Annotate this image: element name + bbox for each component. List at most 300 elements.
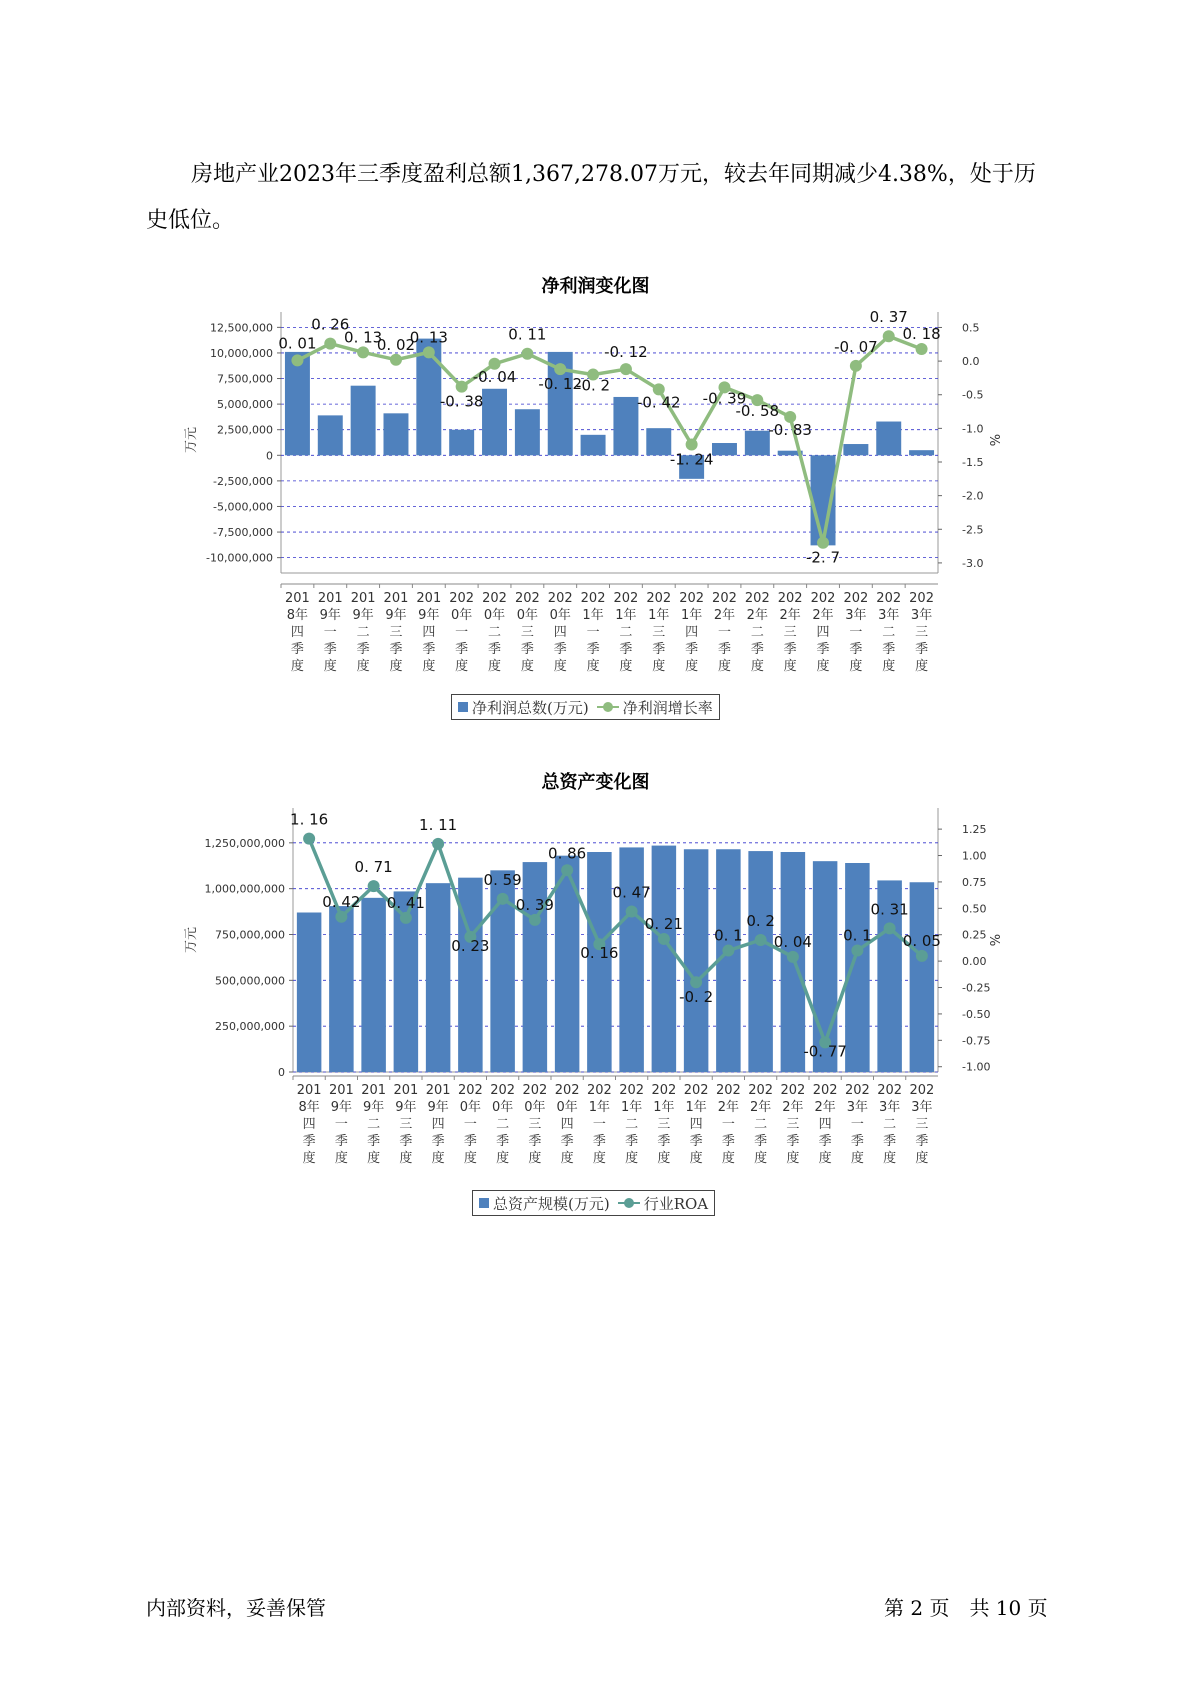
bar [285, 352, 310, 455]
category-label: 二 [625, 1117, 639, 1132]
category-label: 8年 [298, 1100, 320, 1115]
category-label: 2年 [814, 1100, 836, 1115]
category-label: 四 [422, 625, 436, 640]
category-label: 度 [818, 1151, 832, 1166]
category-label: 202 [909, 1083, 935, 1098]
footer-right: 第 2 页 共 10 页 [884, 1596, 1048, 1620]
category-label: 度 [883, 1151, 897, 1166]
category-label: 二 [882, 625, 896, 640]
category-label: 202 [522, 1083, 548, 1098]
category-label: 季 [882, 642, 896, 657]
category-label: 三 [915, 1117, 929, 1132]
category-label: 季 [721, 1134, 735, 1149]
data-label: 0. 04 [773, 932, 812, 951]
bar [297, 913, 322, 1073]
category-label: 202 [619, 1083, 645, 1098]
category-label: 季 [816, 642, 830, 657]
category-label: 202 [810, 591, 836, 606]
category-label: 201 [350, 591, 376, 606]
data-label: 0. 13 [409, 328, 448, 347]
category-label: 季 [455, 642, 469, 657]
category-label: 三 [783, 625, 797, 640]
category-label: 季 [717, 642, 731, 657]
bar [613, 397, 638, 455]
line-point [456, 381, 468, 393]
category-label: 202 [586, 1083, 612, 1098]
left-axis-title: 万元 [184, 426, 199, 454]
category-label: 度 [302, 1151, 316, 1166]
data-label: 0. 16 [580, 944, 619, 963]
category-label: 二 [754, 1117, 768, 1132]
category-label: 9年 [418, 608, 440, 623]
bar [523, 862, 548, 1072]
right-tick-label: 0.75 [962, 875, 987, 889]
line-point [303, 833, 315, 845]
category-label: 度 [496, 1151, 510, 1166]
category-label: 度 [553, 659, 567, 674]
category-label: 8年 [286, 608, 309, 623]
category-label: 季 [586, 642, 600, 657]
category-label: 一 [463, 1117, 477, 1132]
category-label: 202 [547, 591, 573, 606]
category-label: 202 [580, 591, 606, 606]
category-label: 度 [850, 1151, 864, 1166]
category-label: 三 [399, 1117, 413, 1132]
line-point [497, 893, 509, 905]
category-label: 二 [496, 1117, 510, 1132]
chart2-title: 总资产变化图 [541, 772, 650, 793]
chart2-legend-bar-label: 总资产规模(万元) [493, 1194, 610, 1213]
category-label: 202 [844, 1083, 870, 1098]
category-label: 3年 [911, 1100, 933, 1115]
data-label: -1. 24 [669, 450, 714, 469]
category-label: 度 [488, 659, 502, 674]
category-label: 3年 [878, 1100, 901, 1115]
category-label: 1年 [680, 608, 703, 623]
category-label: 季 [619, 642, 633, 657]
data-label: 0. 11 [508, 325, 547, 344]
category-label: 度 [290, 659, 304, 674]
category-label: 季 [334, 1134, 348, 1149]
bar [652, 846, 677, 1072]
category-label: 0年 [549, 608, 571, 623]
category-label: 季 [553, 642, 567, 657]
bar [383, 413, 408, 455]
line-point [817, 537, 829, 549]
category-label: 度 [619, 659, 633, 674]
line-point [851, 945, 863, 957]
category-label: 度 [685, 659, 699, 674]
line-point [390, 354, 402, 366]
category-label: 二 [356, 625, 370, 640]
category-label: 一 [455, 625, 469, 640]
category-label: 3年 [845, 608, 867, 623]
data-label: -0. 2 [679, 988, 714, 1007]
category-label: 2年 [749, 1100, 772, 1115]
line-point [883, 330, 895, 342]
left-tick-label: 250,000,000 [215, 1020, 285, 1034]
category-label: 季 [915, 642, 929, 657]
category-label: 三 [389, 625, 403, 640]
line-point [620, 363, 632, 375]
category-label: 1年 [615, 608, 637, 623]
category-label: 季 [399, 1134, 413, 1149]
data-label: 0. 71 [354, 858, 393, 877]
category-label: 1年 [620, 1100, 643, 1115]
data-label: -0. 12 [538, 375, 583, 394]
category-label: 度 [882, 659, 896, 674]
left-tick-label: 1,250,000,000 [204, 836, 285, 850]
data-label: 0. 18 [902, 324, 941, 343]
left-tick-label: 7,500,000 [217, 372, 273, 386]
chart1-legend-line [597, 697, 713, 718]
data-label: 0. 42 [322, 892, 361, 911]
category-label: 三 [657, 1117, 671, 1132]
category-label: 202 [777, 591, 803, 606]
category-label: 季 [367, 1134, 381, 1149]
left-tick-label: 12,500,000 [210, 321, 273, 335]
right-tick-label: 0.00 [962, 955, 987, 969]
category-label: 201 [425, 1083, 451, 1098]
category-label: 0年 [491, 1100, 514, 1115]
category-label: 一 [586, 625, 600, 640]
category-label: 度 [323, 659, 337, 674]
category-label: 季 [685, 642, 699, 657]
category-label: 202 [449, 591, 475, 606]
left-tick-label: -5,000,000 [213, 500, 273, 514]
category-label: 202 [843, 591, 869, 606]
right-tick-label: 1.25 [962, 823, 987, 837]
category-label: 9年 [330, 1100, 353, 1115]
category-label: 季 [783, 642, 797, 657]
category-label: 度 [816, 659, 830, 674]
category-label: 季 [689, 1134, 703, 1149]
right-tick-label: 0.0 [962, 355, 980, 369]
right-tick-label: -1.0 [962, 422, 984, 436]
category-label: 四 [560, 1117, 574, 1132]
left-tick-label: -2,500,000 [213, 474, 273, 488]
line-point [690, 976, 702, 988]
bar [845, 863, 870, 1072]
category-label: 201 [361, 1083, 387, 1098]
category-label: 季 [323, 642, 337, 657]
category-label: 季 [422, 642, 436, 657]
category-label: 202 [482, 591, 507, 606]
category-label: 202 [877, 1083, 903, 1098]
category-label: 四 [818, 1117, 832, 1132]
category-label: 3年 [846, 1100, 869, 1115]
category-label: 202 [909, 591, 934, 606]
left-tick-label: 0 [266, 449, 273, 463]
line-point [357, 346, 369, 358]
bar-swatch-icon [458, 702, 468, 712]
category-label: 202 [715, 1083, 741, 1098]
bar [619, 847, 644, 1072]
category-label: 0年 [451, 608, 473, 623]
category-label: 季 [560, 1134, 574, 1149]
category-label: 季 [786, 1134, 800, 1149]
bar [318, 415, 343, 455]
data-label: 0. 02 [376, 335, 416, 354]
data-label: -0. 83 [768, 420, 812, 439]
line-swatch-icon [597, 706, 619, 708]
category-label: 201 [317, 591, 343, 606]
bar [748, 851, 773, 1072]
data-label: 1. 11 [419, 815, 458, 834]
line-point [324, 338, 336, 350]
category-label: 季 [528, 1134, 542, 1149]
category-label: 度 [463, 1151, 477, 1166]
line-point [529, 914, 541, 926]
line-point [335, 911, 347, 923]
category-label: 201 [383, 591, 409, 606]
category-label: 2年 [782, 1100, 804, 1115]
category-label: 度 [786, 1151, 800, 1166]
category-label: 二 [619, 625, 633, 640]
line-point [658, 933, 670, 945]
chart1-title: 净利润变化图 [541, 276, 650, 297]
category-label: 季 [463, 1134, 477, 1149]
category-label: 度 [592, 1151, 606, 1166]
category-label: 度 [560, 1151, 574, 1166]
category-label: 201 [285, 591, 310, 606]
data-label: 0. 23 [451, 936, 490, 955]
category-label: 1年 [653, 1100, 675, 1115]
line-point [916, 343, 928, 355]
data-label: 0. 37 [869, 308, 908, 327]
category-label: 度 [657, 1151, 671, 1166]
category-label: 三 [652, 625, 666, 640]
category-label: 0年 [516, 608, 539, 623]
category-label: 202 [679, 591, 705, 606]
chart1-legend-bar-label: 净利润总数(万元) [472, 698, 589, 717]
category-label: 三 [915, 625, 929, 640]
category-label: 2年 [713, 608, 736, 623]
category-label: 度 [915, 1151, 929, 1166]
right-tick-label: 0.50 [962, 902, 987, 916]
line-swatch-icon [618, 1202, 640, 1204]
category-label: 四 [816, 625, 830, 640]
category-label: 季 [488, 642, 502, 657]
line-point [916, 950, 928, 962]
category-label: 度 [389, 659, 403, 674]
bar [843, 444, 868, 455]
right-tick-label: 0.5 [962, 321, 980, 335]
category-label: 度 [625, 1151, 639, 1166]
bar [745, 431, 770, 456]
category-label: 度 [915, 659, 929, 674]
line-point [368, 880, 380, 892]
category-label: 季 [652, 642, 666, 657]
data-label: -0. 04 [472, 367, 517, 386]
category-label: 二 [488, 625, 502, 640]
category-label: 季 [915, 1134, 929, 1149]
bar [646, 428, 671, 455]
category-label: 2年 [779, 608, 801, 623]
category-label: 3年 [878, 608, 900, 623]
category-label: 度 [422, 659, 436, 674]
bar [426, 883, 451, 1072]
data-label: 0. 39 [515, 895, 554, 914]
category-label: 度 [717, 659, 731, 674]
data-label: 0. 26 [311, 315, 350, 334]
category-label: 季 [290, 642, 304, 657]
data-label: -0. 2 [576, 376, 611, 395]
right-tick-label: -0.25 [962, 981, 991, 995]
category-label: 季 [302, 1134, 316, 1149]
category-label: 度 [334, 1151, 348, 1166]
category-label: 202 [748, 1083, 774, 1098]
bar [482, 389, 507, 456]
bar [361, 898, 386, 1072]
data-label: -0. 12 [604, 343, 648, 362]
category-label: 季 [883, 1134, 897, 1149]
bar [351, 386, 376, 456]
category-label: 9年 [362, 1100, 385, 1115]
right-tick-label: -3.0 [962, 556, 984, 570]
category-label: 9年 [319, 608, 341, 623]
category-label: 三 [786, 1117, 800, 1132]
category-label: 202 [514, 591, 540, 606]
category-label: 四 [302, 1117, 316, 1132]
category-label: 0年 [459, 1100, 482, 1115]
bar [910, 882, 935, 1072]
category-label: 度 [783, 659, 797, 674]
category-label: 2年 [717, 1100, 740, 1115]
category-label: 季 [849, 642, 863, 657]
data-label: 0. 86 [548, 844, 587, 863]
net-profit-chart [0, 300, 1191, 740]
category-label: 三 [528, 1117, 542, 1132]
data-label: 0. 21 [644, 914, 683, 933]
category-label: 3年 [910, 608, 933, 623]
category-label: 0年 [556, 1100, 578, 1115]
line-point [626, 905, 638, 917]
total-assets-chart [0, 800, 1191, 1240]
category-label: 202 [780, 1083, 806, 1098]
right-tick-label: 0.25 [962, 928, 987, 942]
category-label: 季 [625, 1134, 639, 1149]
line-point [722, 945, 734, 957]
data-label: -0. 07 [834, 337, 878, 356]
chart2-legend-line-label: 行业ROA [643, 1194, 709, 1213]
category-label: 1年 [685, 1100, 707, 1115]
right-axis-title: % [989, 433, 1004, 447]
category-label: 201 [328, 1083, 354, 1098]
chart1-legend [451, 694, 720, 720]
right-tick-label: -0.50 [962, 1007, 991, 1021]
left-tick-label: 2,500,000 [217, 423, 273, 437]
right-tick-label: -0.75 [962, 1034, 991, 1048]
category-label: 一 [323, 625, 337, 640]
category-label: 三 [520, 625, 534, 640]
category-label: 202 [554, 1083, 580, 1098]
category-label: 季 [750, 642, 764, 657]
data-label: -2. 7 [806, 548, 841, 567]
category-label: 202 [613, 591, 639, 606]
category-label: 季 [850, 1134, 864, 1149]
data-label: -0. 38 [439, 392, 484, 411]
line-point [787, 951, 799, 963]
category-label: 季 [754, 1134, 768, 1149]
line-point [423, 346, 435, 358]
line-point [850, 360, 862, 372]
category-label: 202 [683, 1083, 709, 1098]
category-label: 度 [750, 659, 764, 674]
category-label: 0年 [483, 608, 506, 623]
category-label: 四 [685, 625, 699, 640]
category-label: 度 [399, 1151, 413, 1166]
category-label: 202 [646, 591, 672, 606]
left-tick-label: 750,000,000 [215, 928, 285, 942]
category-label: 202 [812, 1083, 838, 1098]
left-tick-label: 1,000,000,000 [204, 882, 285, 896]
bar [876, 422, 901, 456]
right-tick-label: -2.5 [962, 523, 984, 537]
category-label: 一 [721, 1117, 735, 1132]
category-label: 四 [553, 625, 567, 640]
category-label: 二 [883, 1117, 897, 1132]
chart2-legend-line [618, 1193, 708, 1214]
category-label: 1年 [582, 608, 604, 623]
bar [581, 435, 606, 455]
category-label: 季 [389, 642, 403, 657]
right-tick-label: -0.5 [962, 388, 984, 402]
data-label: 0. 2 [746, 912, 775, 930]
category-label: 0年 [524, 1100, 546, 1115]
category-label: 度 [356, 659, 370, 674]
data-label: -0. 58 [735, 402, 780, 421]
right-axis-title: % [989, 933, 1004, 947]
category-label: 度 [586, 659, 600, 674]
category-label: 202 [457, 1083, 483, 1098]
category-label: 度 [431, 1151, 445, 1166]
bar [909, 450, 934, 455]
line-point [521, 348, 533, 360]
chart1-legend-bar [458, 697, 589, 718]
line-point [432, 838, 444, 850]
category-label: 1年 [648, 608, 670, 623]
line-point [400, 912, 412, 924]
line-point [686, 439, 698, 451]
bar [449, 430, 474, 456]
category-label: 202 [651, 1083, 677, 1098]
category-label: 9年 [395, 1100, 417, 1115]
category-label: 四 [290, 625, 304, 640]
left-tick-label: 500,000,000 [215, 974, 285, 988]
data-label: 0. 01 [278, 334, 317, 353]
line-point [884, 922, 896, 934]
category-label: 202 [876, 591, 902, 606]
category-label: 度 [652, 659, 666, 674]
category-label: 季 [496, 1134, 510, 1149]
category-label: 度 [689, 1151, 703, 1166]
category-label: 度 [849, 659, 863, 674]
data-label: 0. 59 [483, 870, 522, 889]
category-label: 一 [592, 1117, 606, 1132]
left-axis-title: 万元 [184, 926, 199, 954]
data-label: 0. 05 [902, 931, 941, 950]
category-label: 9年 [352, 608, 374, 623]
line-point [561, 864, 573, 876]
data-label: 1. 16 [290, 810, 329, 829]
footer-left: 内部资料，妥善保管 [146, 1596, 326, 1620]
left-tick-label: -10,000,000 [206, 551, 273, 565]
category-label: 1年 [588, 1100, 611, 1115]
category-label: 季 [592, 1134, 606, 1149]
category-label: 一 [849, 625, 863, 640]
category-label: 2年 [812, 608, 834, 623]
